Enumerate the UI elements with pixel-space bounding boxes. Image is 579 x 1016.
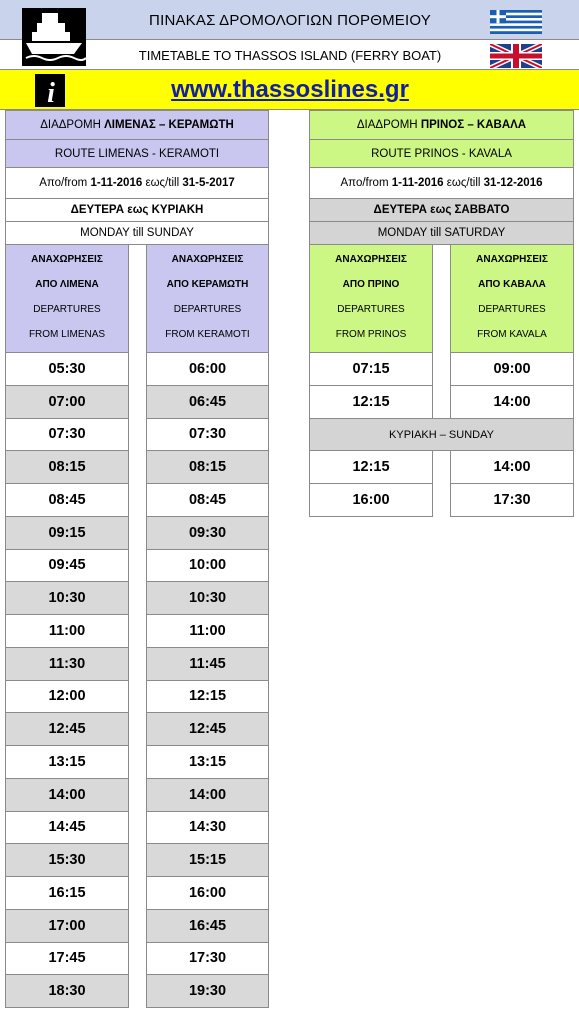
route-left-departure-time: 16:00 [146, 876, 269, 910]
route-left-departure-time: 17:30 [146, 942, 269, 976]
route-left-title-greek [5, 110, 269, 140]
route-left-departure-time: 11:30 [5, 647, 129, 681]
title-greek: ΠΙΝΑΚΑΣ ΔΡΟΜΟΛΟΓΙΩΝ ΠΟΡΘΜΕΙΟΥ [149, 11, 431, 29]
validity-from-date: 1-11-2016 [90, 177, 143, 189]
route-left-departure-time: 08:15 [146, 450, 269, 484]
route-left-departure-time: 12:45 [5, 712, 129, 746]
route-left-departure-time: 11:45 [146, 647, 269, 681]
route-left-departure-time: 06:00 [146, 352, 269, 386]
col-header-line: DEPARTURES [478, 303, 546, 315]
route-right-validity [309, 167, 574, 199]
route-left-days-english: MONDAY till SUNDAY [5, 221, 269, 245]
route-left-departure-time: 07:30 [146, 418, 269, 452]
col-header-line: DEPARTURES [337, 303, 405, 315]
title-english: TIMETABLE TO THASSOS ISLAND (FERRY BOAT) [138, 47, 442, 63]
route-left-departure-time: 07:30 [5, 418, 129, 452]
route-left-departure-time: 05:30 [5, 352, 129, 386]
route-right-title-greek [309, 110, 574, 140]
route-right-weekday-departure-time: 12:15 [309, 385, 433, 419]
col-header-line: ΑΝΑΧΩΡΗΣΕΙΣ [476, 253, 548, 265]
route-left-departure-time: 07:00 [5, 385, 129, 419]
route-left-departure-time: 12:00 [5, 680, 129, 714]
route-title-prefix: ΔΙΑΔΡΟΜΗ [356, 119, 418, 131]
route-right-col1-header [309, 244, 433, 353]
col-header-line: ΑΠΟ ΠΡΙΝΟ [342, 278, 400, 290]
route-right-sunday-departure-time: 14:00 [450, 450, 574, 484]
validity-from-label: Απο/from [340, 177, 389, 189]
route-left-departure-time: 09:15 [5, 516, 129, 550]
col-header-line: DEPARTURES [173, 303, 242, 315]
validity-till-label: εως/till [145, 177, 180, 189]
route-left-departure-time: 13:15 [146, 745, 269, 779]
route-left-departure-time: 10:30 [146, 581, 269, 615]
route-right-sunday-departure-time: 17:30 [450, 483, 574, 517]
validity-till-date: 31-12-2016 [483, 177, 543, 189]
greek-flag-icon[interactable] [490, 10, 542, 34]
col-header-line: FROM PRINOS [335, 328, 407, 340]
route-right-days-english: MONDAY till SATURDAY [309, 221, 574, 245]
route-left-departure-time: 09:45 [5, 549, 129, 583]
route-left-departure-time: 09:30 [146, 516, 269, 550]
route-title-name: ΛΙΜΕΝΑΣ – ΚΕΡΑΜΩΤΗ [104, 119, 234, 131]
route-right-weekday-departure-time: 09:00 [450, 352, 574, 386]
route-left-departure-time: 16:45 [146, 909, 269, 943]
route-left-departure-time: 08:45 [5, 483, 129, 517]
route-left-departure-time: 14:30 [146, 811, 269, 845]
route-right-sunday-departure-time: 16:00 [309, 483, 433, 517]
route-right-col2-header [450, 244, 574, 353]
col-header-line: DEPARTURES [33, 303, 101, 315]
validity-till-date: 31-5-2017 [182, 177, 235, 189]
route-left-departure-time: 08:45 [146, 483, 269, 517]
route-right-title-english: ROUTE PRINOS - KAVALA [309, 139, 574, 168]
validity-from-label: Απο/from [39, 177, 88, 189]
col-header-line: ΑΠΟ ΚΑΒΑΛΑ [478, 278, 546, 290]
col-header-line: ΑΠΟ ΚΕΡΑΜΩΤΗ [166, 278, 249, 290]
route-left-departure-time: 17:00 [5, 909, 129, 943]
col-header-line: ΑΝΑΧΩΡΗΣΕΙΣ [335, 253, 407, 265]
route-title-name: ΠΡΙΝΟΣ – ΚΑΒΑΛΑ [420, 119, 527, 131]
route-left-col1-header [5, 244, 129, 353]
route-left-departure-time: 15:15 [146, 843, 269, 877]
route-left-departure-time: 11:00 [146, 614, 269, 648]
route-right-weekday-departure-time: 07:15 [309, 352, 433, 386]
validity-till-label: εως/till [446, 177, 481, 189]
col-header-line: FROM KAVALA [477, 328, 547, 340]
info-icon [35, 74, 65, 107]
svg-text:i: i [47, 78, 55, 107]
route-left-col2-header [146, 244, 269, 353]
col-header-line: ΑΝΑΧΩΡΗΣΕΙΣ [171, 253, 244, 265]
website-link[interactable]: www.thassoslines.gr [171, 76, 409, 103]
route-left-departure-time: 14:00 [5, 778, 129, 812]
route-left-departure-time: 06:45 [146, 385, 269, 419]
route-right-days-greek: ΔΕΥΤΕΡΑ εως ΣΑΒΒΑΤΟ [309, 198, 574, 222]
route-left-departure-time: 10:30 [5, 581, 129, 615]
route-left-departure-time: 19:30 [146, 974, 269, 1008]
route-left-departure-time: 14:45 [5, 811, 129, 845]
col-header-line: FROM LIMENAS [28, 328, 106, 340]
route-left-departure-time: 14:00 [146, 778, 269, 812]
route-left-departure-time: 11:00 [5, 614, 129, 648]
sunday-label: ΚΥΡΙΑΚΗ – SUNDAY [309, 418, 574, 451]
route-left-departure-time: 13:15 [5, 745, 129, 779]
route-left-days-greek: ΔΕΥΤΕΡΑ εως ΚΥΡΙΑΚΗ [5, 198, 269, 222]
validity-from-date: 1-11-2016 [391, 177, 444, 189]
col-header-line: FROM KERAMOTI [165, 328, 250, 340]
route-left-departure-time: 08:15 [5, 450, 129, 484]
route-right-weekday-departure-time: 14:00 [450, 385, 574, 419]
route-left-departure-time: 18:30 [5, 974, 129, 1008]
route-left-validity [5, 167, 269, 199]
route-left-departure-time: 15:30 [5, 843, 129, 877]
col-header-line: ΑΠΟ ΛΙΜΕΝΑ [35, 278, 99, 290]
route-left-departure-time: 17:45 [5, 942, 129, 976]
route-left-departure-time: 12:45 [146, 712, 269, 746]
col-header-line: ΑΝΑΧΩΡΗΣΕΙΣ [31, 253, 103, 265]
route-right-sunday-departure-time: 12:15 [309, 450, 433, 484]
uk-flag-icon[interactable] [490, 44, 542, 68]
route-title-prefix: ΔΙΑΔΡΟΜΗ [40, 119, 101, 131]
route-left-departure-time: 10:00 [146, 549, 269, 583]
route-left-departure-time: 16:15 [5, 876, 129, 910]
route-left-title-english: ROUTE LIMENAS - KERAMOTI [5, 139, 269, 168]
route-left-departure-time: 12:15 [146, 680, 269, 714]
ferry-ship-logo-icon [22, 8, 86, 66]
